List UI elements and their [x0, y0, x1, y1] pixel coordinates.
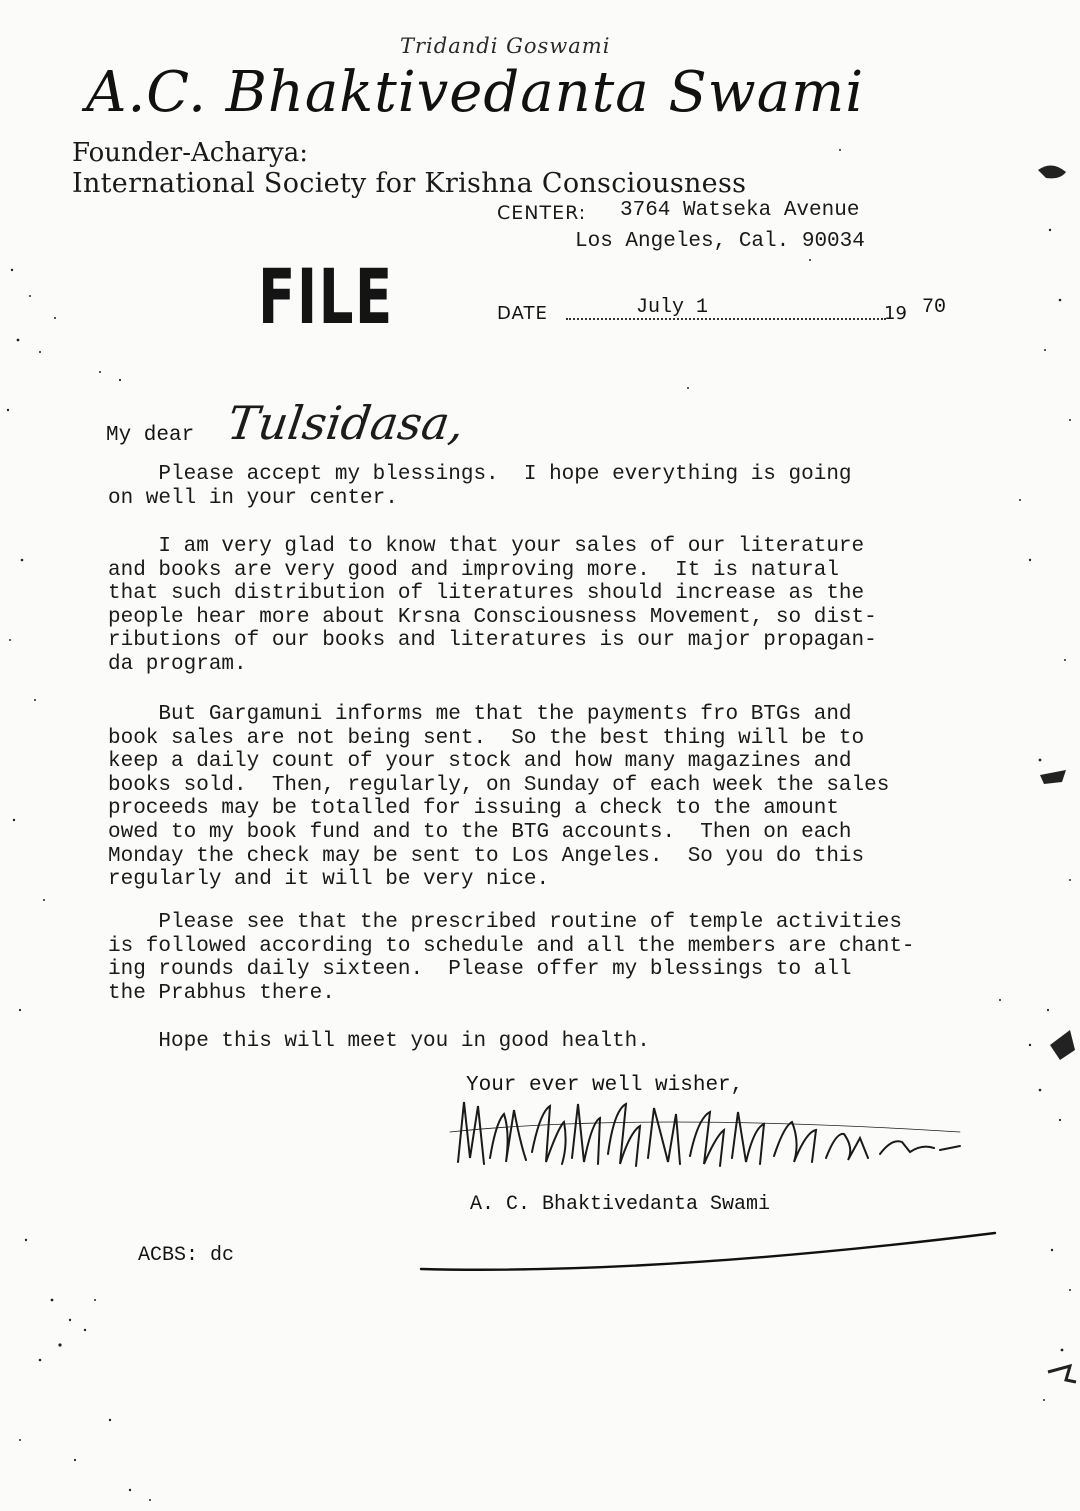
handwritten-signature [440, 1092, 1000, 1182]
closing: Your ever well wisher, [466, 1074, 744, 1097]
reference-initials: ACBS: dc [138, 1244, 235, 1267]
date-dotted-line [566, 316, 886, 320]
recipient-handwritten: Tulsidasa, [224, 396, 468, 450]
paragraph-5: Hope this will meet you in good health. [108, 1030, 650, 1053]
letterhead-founder-line: Founder-Acharya: [72, 138, 308, 168]
paragraph-1: Please accept my blessings. I hope everything is going on well in your center. [108, 463, 852, 510]
signer-name: A. C. Bhaktivedanta Swami [470, 1193, 771, 1216]
scan-mark-top [1038, 165, 1066, 178]
paragraph-4: Please see that the prescribed routine of temple activities is followed according to schedule and all the members are chant- ing rounds daily sixteen. Please offer my blessings to all the Prabhus there. [108, 911, 915, 1005]
date-value: July 1 [636, 296, 709, 319]
date-year: 70 [922, 296, 947, 319]
date-label: DATE [497, 303, 548, 324]
address-line-2: Los Angeles, Cal. 90034 [575, 230, 865, 253]
paragraph-2: I am very glad to know that your sales of our literature and books are very good and improving more. It is natural that such distribution of literatures should increase as the people hear more about Krsna Consciousness Movement, so dist- ributions of our books and literatures is our major propagan- da program. [108, 535, 877, 676]
salutation: My dear [106, 424, 195, 447]
file-stamp: FILE [258, 252, 394, 341]
letterhead-society: International Society for Krishna Consciousness [72, 168, 747, 199]
paragraph-3: But Gargamuni informs me that the payments fro BTGs and book sales are not being sent. So the best thing will be to keep a daily count of your stock and how many magazines and books sold. Then, regularly, on Sunday of each week the sales proceeds may be totalled for issuing a check to the amount owed to my book fund and to the BTG accounts. Then on each Monday the check may be sent to Los Angeles. So you do this regularly and it will be very nice. [108, 703, 890, 892]
signature-underline [415, 1225, 1015, 1285]
address-line-1: 3764 Watseka Avenue [620, 199, 860, 222]
letterhead-name: A.C. Bhaktivedanta Swami [86, 60, 865, 125]
date-year-prefix: 19 [884, 303, 907, 324]
center-label: CENTER: [497, 202, 587, 224]
letterhead-title-small: Tridandi Goswami [400, 34, 611, 58]
